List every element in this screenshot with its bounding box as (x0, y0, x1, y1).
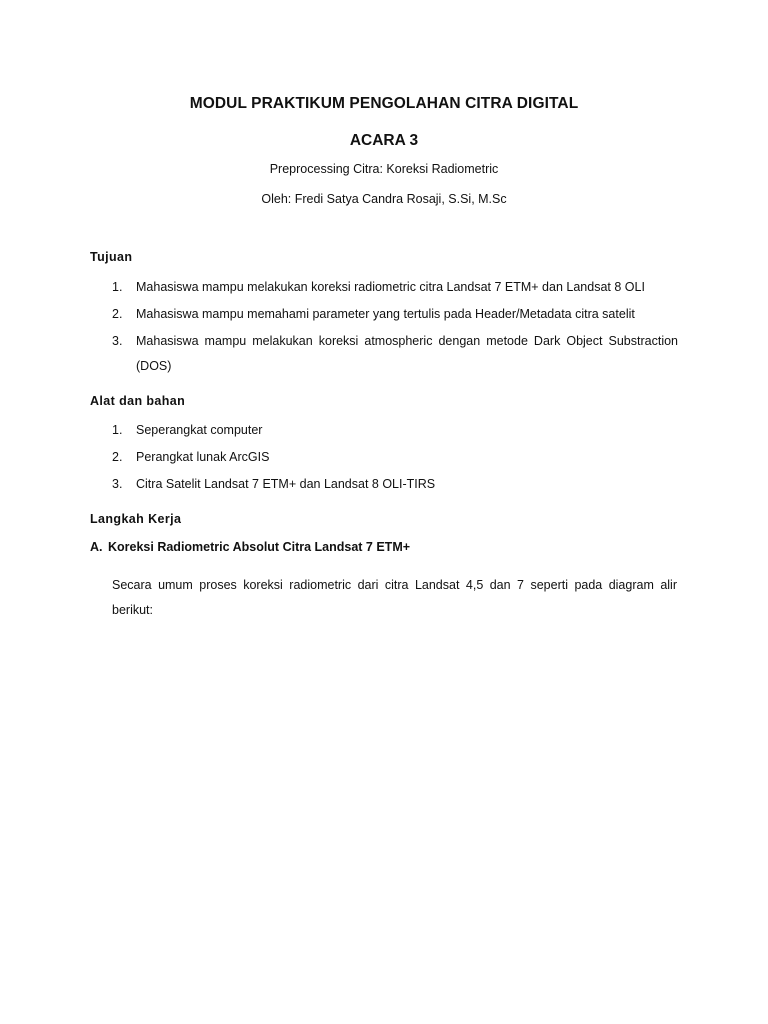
tujuan-list (90, 275, 678, 379)
list-number: 3. (112, 334, 123, 348)
list-number: 3. (112, 477, 123, 491)
list-item (90, 472, 678, 497)
list-item (90, 329, 678, 379)
sub-heading-koreksi (90, 540, 410, 554)
list-text: Mahasiswa mampu melakukan koreksi atmospheric dengan metode Dark Object Substraction (DOS) (136, 334, 678, 373)
list-text: Mahasiswa mampu melakukan koreksi radiometric citra Landsat 7 ETM+ dan Landsat 8 OLI (136, 280, 645, 294)
list-item (90, 418, 678, 443)
list-item (90, 302, 678, 327)
document-topic: Preprocessing Citra: Koreksi Radiometric (269, 162, 499, 176)
section-heading-tujuan: Tujuan (90, 250, 133, 264)
document-title: MODUL PRAKTIKUM PENGOLAHAN CITRA DIGITAL (189, 95, 579, 112)
list-number: 2. (112, 450, 123, 464)
alat-list (90, 418, 678, 497)
list-item (90, 275, 678, 300)
document-author: Oleh: Fredi Satya Candra Rosaji, S.Si, M.Sc (261, 192, 507, 206)
list-number: 1. (112, 280, 123, 294)
section-heading-alat: Alat dan bahan (90, 394, 186, 408)
sub-heading-title: Koreksi Radiometric Absolut Citra Landsat 7 ETM+ (108, 540, 411, 554)
sub-heading-letter: A. (90, 540, 103, 554)
body-paragraph: Secara umum proses koreksi radiometric dari citra Landsat 4,5 dan 7 seperti pada diagram alir berikut: (112, 578, 677, 617)
list-text: Perangkat lunak ArcGIS (136, 450, 270, 464)
list-number: 1. (112, 423, 123, 437)
list-text: Citra Satelit Landsat 7 ETM+ dan Landsat 8 OLI-TIRS (136, 477, 436, 491)
section-heading-langkah: Langkah Kerja (90, 512, 182, 526)
list-text: Seperangkat computer (136, 423, 263, 437)
list-number: 2. (112, 307, 123, 321)
list-text: Mahasiswa mampu memahami parameter yang tertulis pada Header/Metadata citra satelit (136, 307, 635, 321)
list-item (90, 445, 678, 470)
document-subtitle: ACARA 3 (349, 132, 419, 149)
